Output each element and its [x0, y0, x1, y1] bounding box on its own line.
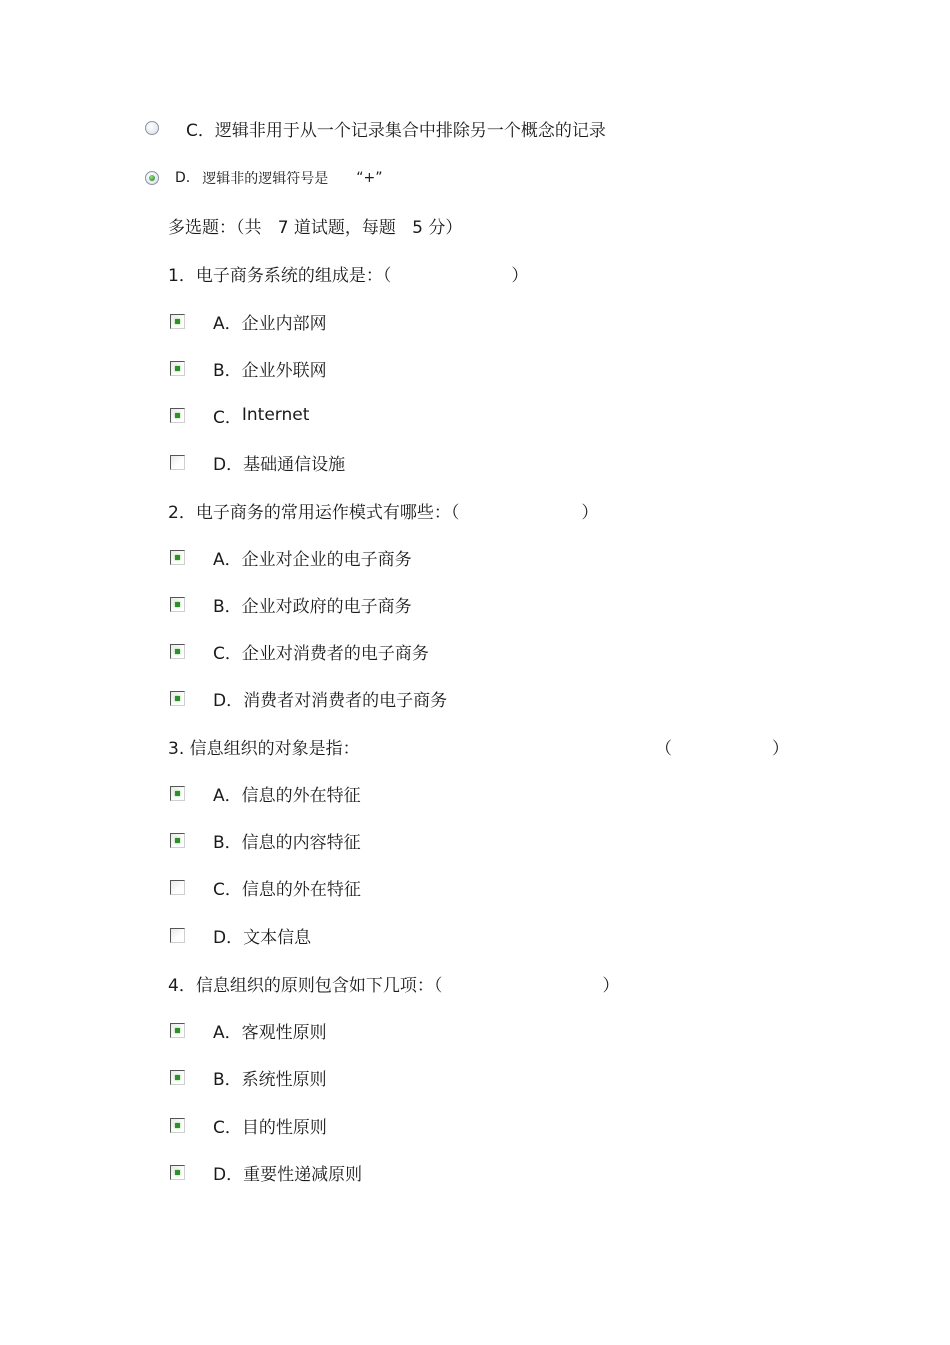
- checkbox[interactable]: [170, 928, 185, 943]
- option-letter: A．: [213, 549, 242, 570]
- question-stem: 1．电子商务系统的组成是：（: [168, 265, 392, 286]
- question-4-stem: [168, 968, 619, 998]
- option-text: 信息的内容特征: [241, 832, 361, 853]
- option-letter: D．: [213, 454, 244, 475]
- q3-option-c[interactable]: [170, 872, 361, 902]
- q1-option-c[interactable]: [170, 400, 309, 430]
- option-text: 消费者对消费者的电子商务: [243, 690, 448, 711]
- option-text: 信息的外在特征: [241, 879, 361, 900]
- option-letter: D．: [213, 1164, 244, 1185]
- q3-option-a[interactable]: [170, 778, 361, 808]
- q2-option-a[interactable]: [170, 542, 412, 572]
- option-letter: B．: [213, 596, 242, 617]
- option-text: 企业对消费者的电子商务: [241, 643, 429, 664]
- q3-option-b[interactable]: [170, 825, 361, 855]
- option-text: 系统性原则: [241, 1069, 327, 1090]
- question-stem: 2．电子商务的常用运作模式有哪些：（: [168, 502, 460, 523]
- option-letter: A．: [213, 313, 242, 334]
- option-letter: B．: [213, 1069, 242, 1090]
- option-letter: A．: [213, 1022, 242, 1043]
- checkbox[interactable]: [170, 455, 185, 470]
- option-text: 企业对政府的电子商务: [241, 596, 412, 617]
- question-close-paren: ）: [772, 738, 789, 759]
- section-header-text: 多选题：（共 7 道试题，每题 5 分）: [168, 217, 463, 238]
- checkbox[interactable]: [170, 597, 185, 612]
- checkbox[interactable]: [170, 644, 185, 659]
- checkbox[interactable]: [170, 361, 185, 376]
- option-letter: B．: [213, 360, 242, 381]
- radio-c[interactable]: [145, 121, 159, 135]
- q3-option-d[interactable]: [170, 920, 311, 950]
- option-symbol: “+”: [356, 170, 383, 186]
- option-text: 逻辑非的逻辑符号是: [202, 171, 329, 187]
- checkbox[interactable]: [170, 786, 185, 801]
- option-text: Internet: [241, 405, 310, 425]
- q4-option-b[interactable]: [170, 1062, 327, 1092]
- q2-option-b[interactable]: [170, 589, 412, 619]
- option-text: 企业外联网: [241, 360, 327, 381]
- q2-option-d[interactable]: [170, 683, 447, 713]
- option-text: 企业对企业的电子商务: [241, 549, 412, 570]
- checkbox[interactable]: [170, 314, 185, 329]
- option-letter: D.: [175, 170, 191, 186]
- checkbox[interactable]: [170, 1023, 185, 1038]
- checkbox[interactable]: [170, 833, 185, 848]
- question-2-stem: [168, 495, 598, 525]
- option-text: 文本信息: [243, 927, 312, 948]
- question-close-paren: ）: [511, 265, 529, 286]
- option-text: 客观性原则: [241, 1022, 327, 1043]
- checkbox[interactable]: [170, 691, 185, 706]
- option-text: 基础通信设施: [243, 454, 346, 475]
- q4-option-a[interactable]: [170, 1015, 327, 1045]
- question-1-stem: [168, 258, 528, 288]
- prev-option-c[interactable]: [145, 113, 606, 143]
- question-close-paren: ）: [581, 502, 599, 523]
- option-text: 目的性原则: [241, 1117, 327, 1138]
- option-letter: A．: [213, 785, 242, 806]
- question-close-paren: ）: [602, 975, 620, 996]
- question-open-paren: （: [655, 738, 672, 759]
- section-header: [168, 210, 462, 240]
- q1-option-b[interactable]: [170, 353, 327, 383]
- q4-option-c[interactable]: [170, 1110, 327, 1140]
- option-letter: C．: [213, 1117, 242, 1138]
- question-3-parens: [655, 731, 789, 761]
- checkbox[interactable]: [170, 1165, 185, 1180]
- option-text: 逻辑非用于从一个记录集合中排除另一个概念的记录: [214, 120, 606, 141]
- q2-option-c[interactable]: [170, 636, 429, 666]
- radio-d[interactable]: [145, 171, 159, 185]
- option-letter: C．: [213, 407, 242, 428]
- checkbox[interactable]: [170, 880, 185, 895]
- option-letter: C．: [186, 120, 215, 141]
- checkbox[interactable]: [170, 550, 185, 565]
- option-letter: C．: [213, 879, 242, 900]
- q1-option-a[interactable]: [170, 306, 327, 336]
- q1-option-d[interactable]: [170, 447, 345, 477]
- q4-option-d[interactable]: [170, 1157, 362, 1187]
- option-letter: D．: [213, 690, 244, 711]
- question-stem: 3. 信息组织的对象是指：: [168, 738, 360, 759]
- checkbox[interactable]: [170, 1118, 185, 1133]
- option-letter: D．: [213, 927, 244, 948]
- question-3-stem: [168, 731, 360, 761]
- option-letter: B．: [213, 832, 242, 853]
- prev-option-d[interactable]: [145, 163, 382, 193]
- option-text: 企业内部网: [241, 313, 327, 334]
- option-text: 重要性递减原则: [243, 1164, 363, 1185]
- question-stem: 4．信息组织的原则包含如下几项：（: [168, 975, 443, 996]
- checkbox[interactable]: [170, 408, 185, 423]
- option-letter: C．: [213, 643, 242, 664]
- option-text: 信息的外在特征: [241, 785, 361, 806]
- checkbox[interactable]: [170, 1070, 185, 1085]
